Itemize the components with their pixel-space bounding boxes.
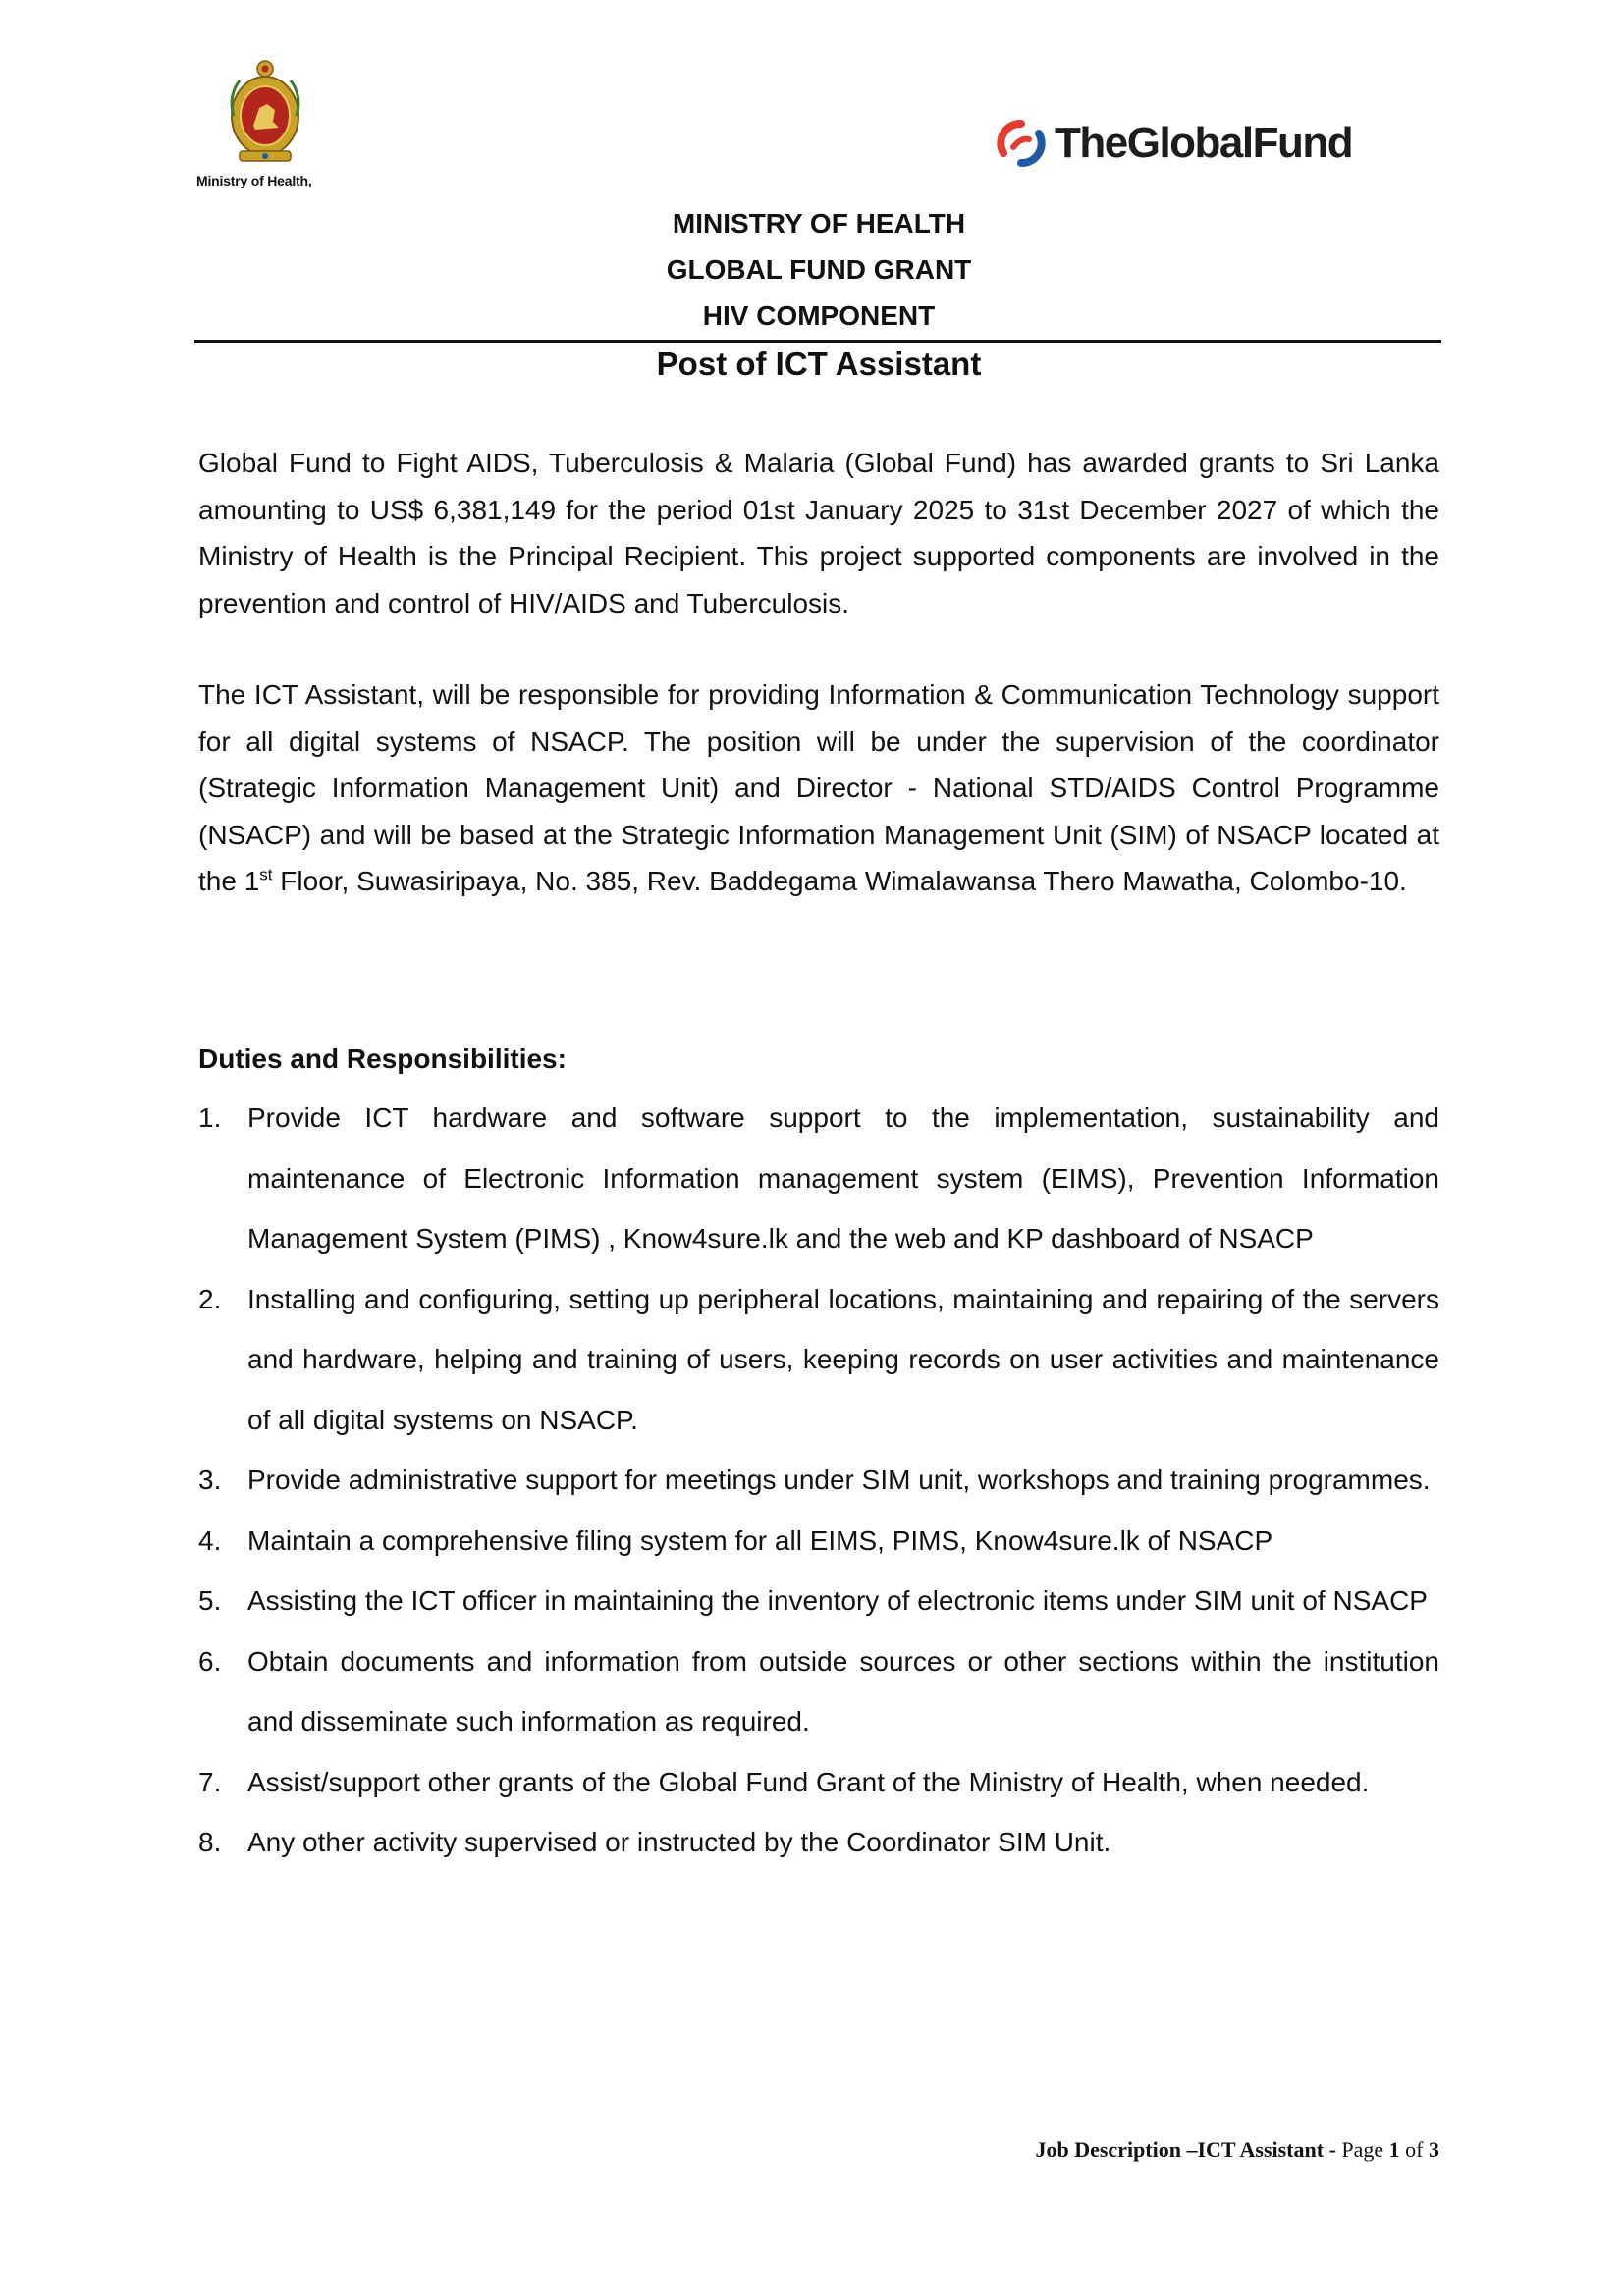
list-item-number: 3. [198, 1465, 222, 1495]
list-item [198, 1088, 1439, 1269]
global-fund-wordmark: TheGlobalFund [1055, 119, 1353, 167]
emblem-icon [226, 57, 304, 167]
list-item-text: Any other activity supervised or instructed by the Coordinator SIM Unit. [247, 1827, 1111, 1857]
document-heading [196, 200, 1441, 339]
role-paragraph-text: The ICT Assistant, will be responsible for providing Information & Communication Technology support for all digital systems of NSACP. The position will be under the supervision of the coordinator (Strategic Information Management Unit) and Director - National STD/AIDS Control Programme (NSACP) and will be based at the Strategic Information Management Unit (SIM) of NSACP located at the 1 [198, 679, 1439, 896]
list-item [198, 1450, 1439, 1511]
heading-grant: GLOBAL FUND GRANT [666, 254, 972, 285]
list-item-text: Provide ICT hardware and software support to the implementation, sustainability and maintenance of Electronic Information management system (EIMS), Prevention Information Management System (PIMS) , Know4sure.lk and the web and KP dashboard of NSACP [247, 1102, 1439, 1254]
list-item-text: Installing and configuring, setting up peripheral locations, maintaining and repairing of the servers and hardware, helping and training of users, keeping records on user activities and maintenance of all digital systems on NSACP. [247, 1283, 1439, 1435]
intro-paragraph: Global Fund to Fight AIDS, Tuberculosis & Malaria (Global Fund) has awarded grants to Sri Lanka amounting to US$ 6,381,149 for the period 01st January 2025 to 31st December 2027 of which the Ministry of Health is the Principal Recipient. This project supported components are involved in the prevention and control of HIV/AIDS and Tuberculosis. [198, 448, 1439, 618]
emblem-caption: Ministry of Health, [196, 173, 312, 188]
footer-doc-label: Job Description –ICT Assistant - [1035, 2137, 1336, 2162]
footer-page-word: Page [1341, 2137, 1384, 2162]
list-item-number: 5. [198, 1585, 222, 1616]
list-item-number: 2. [198, 1283, 222, 1314]
list-item [198, 1631, 1439, 1752]
ministry-emblem-logo [196, 57, 334, 188]
list-item-text: Obtain documents and information from outside sources or other sections within the institution and disseminate such information as required. [247, 1645, 1439, 1736]
list-item [198, 1571, 1439, 1631]
ordinal-suffix: st [259, 865, 273, 884]
duties-list [198, 1088, 1439, 1873]
heading-component: HIV COMPONENT [702, 300, 936, 331]
role-paragraph-text-cont: Floor, Suwasiripaya, No. 385, Rev. Baddegama Wimalawansa Thero Mawatha, Colombo-10. [272, 866, 1407, 896]
list-item [198, 1752, 1439, 1813]
list-item [198, 1511, 1439, 1572]
list-item-text: Maintain a comprehensive filing system for all EIMS, PIMS, Know4sure.lk of NSACP [247, 1524, 1273, 1556]
post-title: Post of ICT Assistant [656, 346, 982, 382]
heading-ministry: MINISTRY OF HEALTH [672, 208, 966, 239]
page-footer [884, 2137, 1439, 2163]
list-item-text: Provide administrative support for meetings under SIM unit, workshops and training programmes. [247, 1465, 1431, 1495]
footer-of-word: of [1405, 2137, 1424, 2162]
list-item-number: 7. [198, 1766, 222, 1797]
list-item [198, 1269, 1439, 1451]
role-paragraph [198, 671, 1439, 905]
global-fund-logo [996, 116, 1352, 171]
global-fund-mark-icon [996, 118, 1047, 169]
list-item-text: Assist/support other grants of the Global Fund Grant of the Ministry of Health, when needed. [247, 1766, 1370, 1797]
duties-heading: Duties and Responsibilities: [198, 1043, 567, 1074]
footer-page-current: 1 [1388, 2137, 1400, 2162]
list-item [198, 1812, 1439, 1873]
list-item-number: 4. [198, 1524, 222, 1556]
list-item-number: 1. [198, 1102, 222, 1133]
list-item-number: 6. [198, 1645, 222, 1677]
footer-page-total: 3 [1429, 2137, 1439, 2162]
heading-divider [194, 340, 1441, 343]
list-item-text: Assisting the ICT officer in maintaining the inventory of electronic items under SIM unit of NSACP [247, 1585, 1428, 1616]
list-item-number: 8. [198, 1827, 222, 1857]
